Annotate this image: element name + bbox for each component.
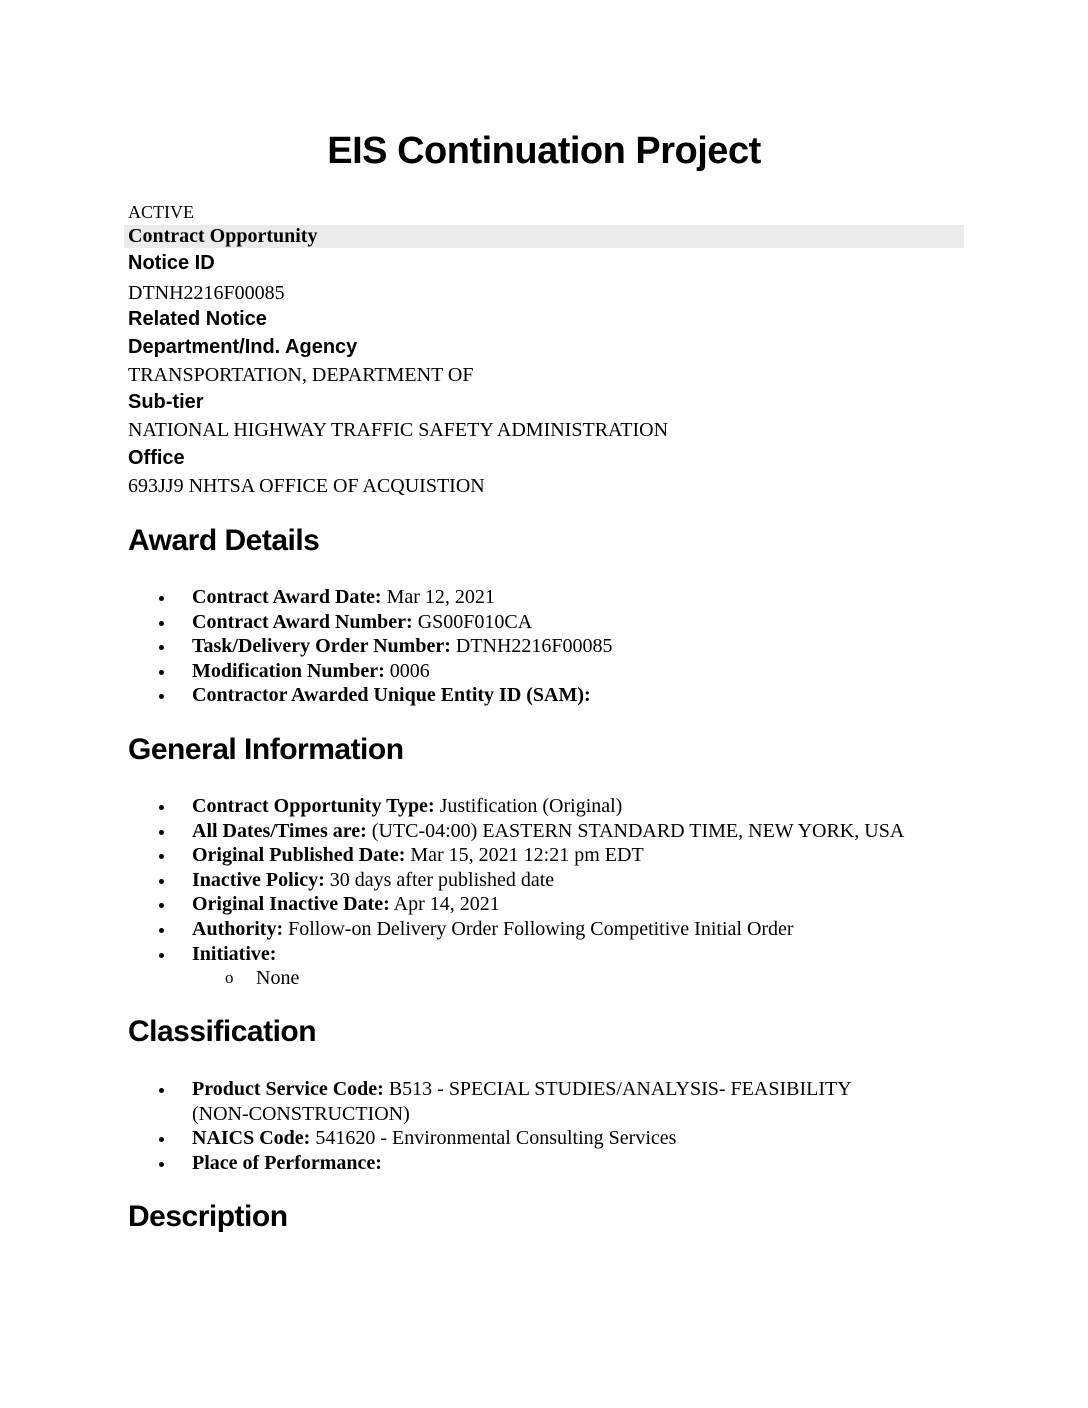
item-label: Modification Number: (192, 659, 385, 682)
classification-list (128, 1077, 968, 1175)
award-details-list (128, 585, 968, 708)
item-label: Place of Performance: (192, 1151, 382, 1174)
list-item (128, 917, 968, 942)
item-value: Mar 15, 2021 12:21 pm EDT (405, 844, 644, 867)
item-value: DTNH2216F00085 (450, 635, 613, 658)
item-value: 0006 (384, 659, 430, 682)
list-item (128, 868, 968, 893)
item-label: Original Published Date: (192, 844, 406, 867)
status-label: ACTIVE (128, 202, 194, 222)
item-label: Contract Award Number: (192, 610, 413, 633)
agency-label: Department/Ind. Agency (128, 336, 358, 358)
list-item (128, 585, 968, 610)
description-heading: Description (128, 1200, 288, 1233)
item-label: Task/Delivery Order Number: (192, 635, 451, 658)
sub-tier-value: NATIONAL HIGHWAY TRAFFIC SAFETY ADMINISTRATION (128, 419, 669, 441)
notice-type-label: Contract Opportunity (128, 225, 318, 247)
list-item (128, 1077, 968, 1126)
item-value: (UTC-04:00) EASTERN STANDARD TIME, NEW YORK, USA (366, 819, 905, 842)
item-label: Inactive Policy: (192, 868, 325, 891)
notice-id-value: DTNH2216F00085 (128, 282, 285, 304)
agency-value: TRANSPORTATION, DEPARTMENT OF (128, 364, 474, 386)
list-item (128, 942, 968, 991)
item-value: Follow-on Delivery Order Following Competitive Initial Order (283, 917, 794, 940)
item-value: Justification (Original) (434, 795, 623, 817)
item-value: B513 - SPECIAL STUDIES/ANALYSIS- FEASIBILITY (NON-CONSTRUCTION) (192, 1078, 851, 1125)
item-label: All Dates/Times are: (192, 819, 367, 842)
item-label: Contract Award Date: (192, 586, 382, 608)
list-item (128, 1126, 968, 1151)
item-value: 541620 - Environmental Consulting Services (310, 1127, 677, 1150)
item-label: Contract Opportunity Type: (192, 795, 435, 817)
classification-heading: Classification (128, 1015, 317, 1048)
list-item (128, 1151, 968, 1176)
list-item (128, 610, 968, 635)
item-label: NAICS Code: (192, 1127, 311, 1150)
office-value: 693JJ9 NHTSA OFFICE OF ACQUISTION (128, 475, 485, 497)
initiative-sublist (192, 966, 968, 991)
general-information-list (128, 794, 968, 991)
item-label: Authority: (192, 917, 284, 940)
general-information-heading: General Information (128, 733, 404, 766)
item-label: Contractor Awarded Unique Entity ID (SAM): (192, 684, 591, 707)
list-item (128, 634, 968, 659)
item-value: Mar 12, 2021 (381, 586, 495, 608)
list-item (128, 892, 968, 917)
list-item (128, 683, 968, 708)
item-value: Apr 14, 2021 (389, 893, 500, 916)
list-item (128, 659, 968, 684)
notice-type-bar (124, 225, 964, 248)
page-title: EIS Continuation Project (327, 130, 761, 172)
sub-tier-label: Sub-tier (128, 391, 204, 413)
award-details-heading: Award Details (128, 524, 320, 557)
item-value: 30 days after published date (324, 868, 555, 891)
sub-list-item: o None (192, 966, 968, 991)
item-label: Product Service Code: (192, 1078, 384, 1100)
item-label: Initiative: (192, 942, 277, 965)
list-item (128, 794, 968, 819)
item-label: Original Inactive Date: (192, 893, 390, 916)
list-item (128, 843, 968, 868)
list-item (128, 819, 968, 844)
notice-id-label: Notice ID (128, 252, 215, 274)
office-label: Office (128, 447, 185, 469)
related-notice-label: Related Notice (128, 308, 267, 330)
item-value: GS00F010CA (412, 610, 533, 633)
